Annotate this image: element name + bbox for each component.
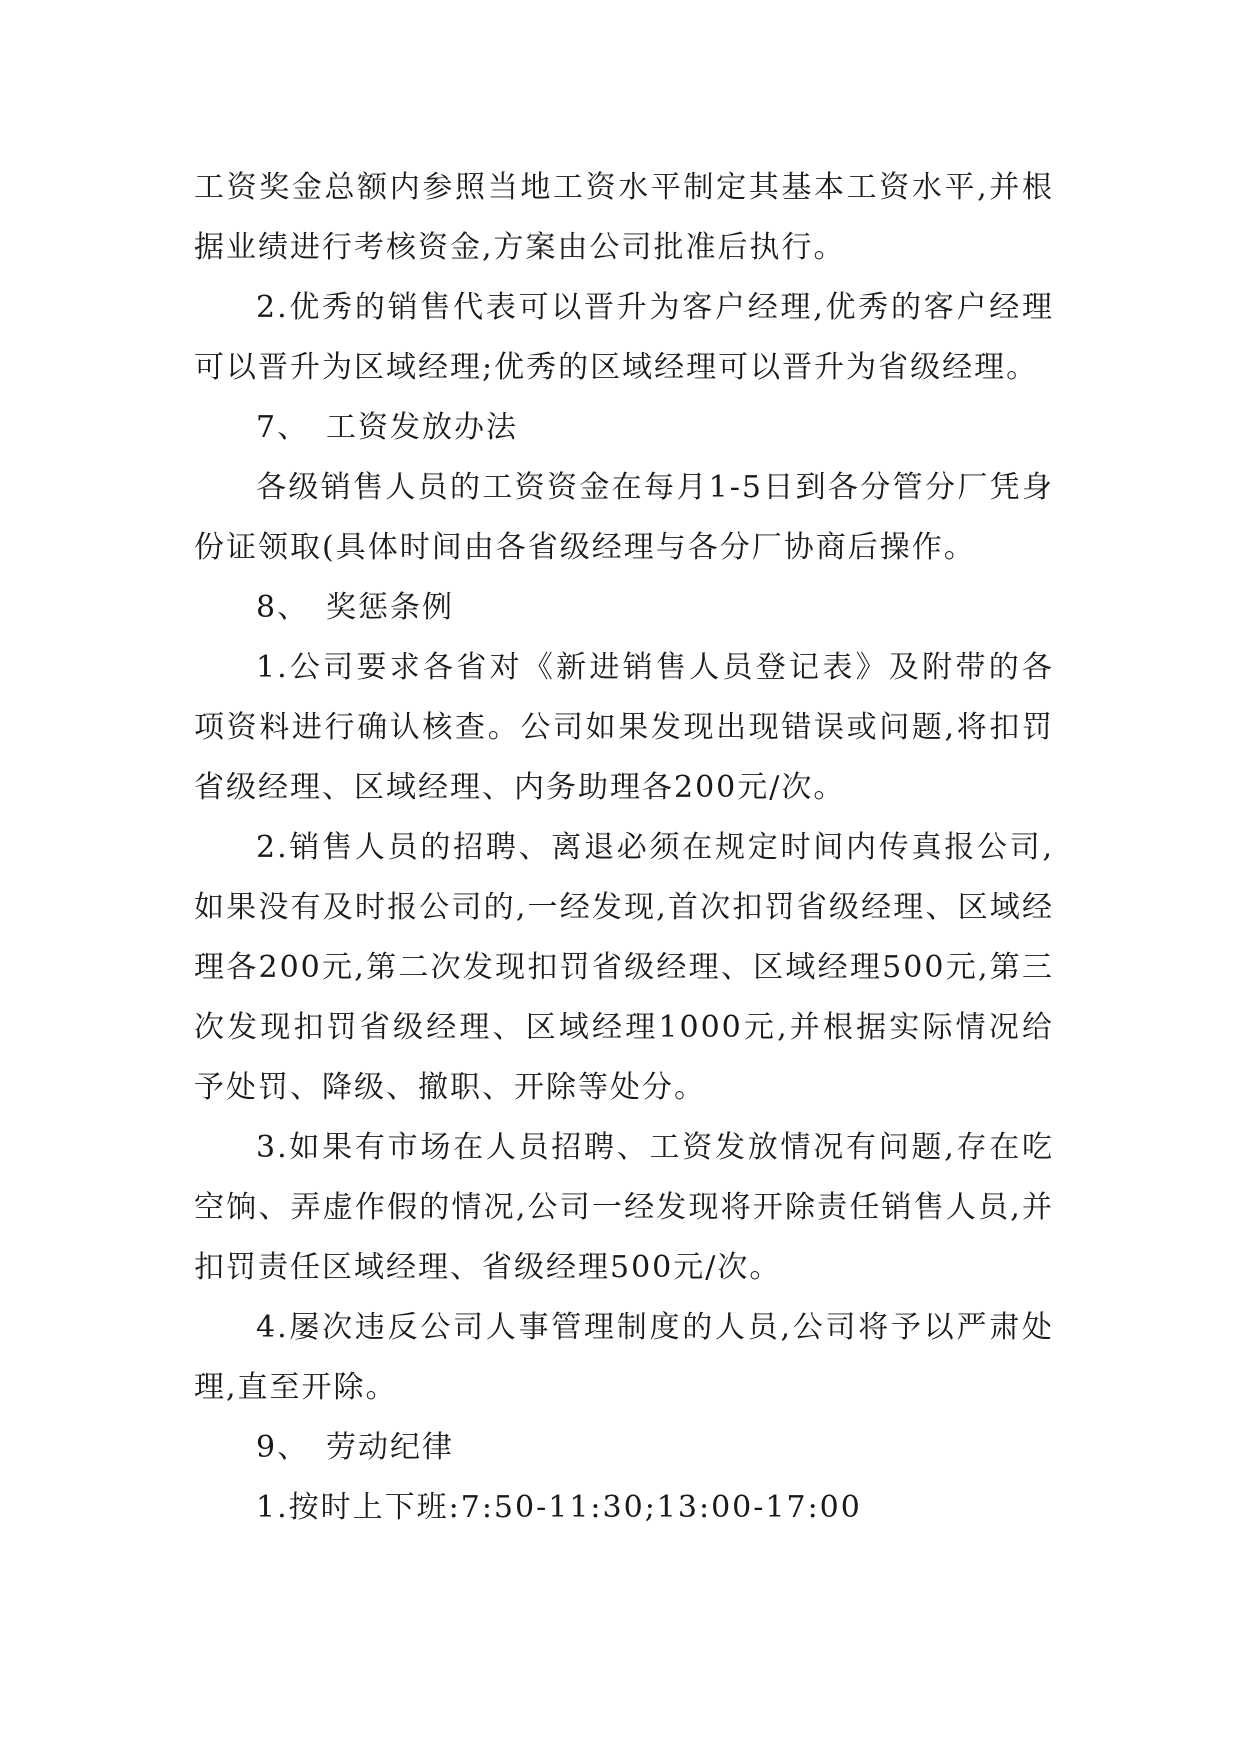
- section-number: 9、: [256, 1430, 310, 1465]
- paragraph-salary-scheme: 工资奖金总额内参照当地工资水平制定其基本工资水平,并根据业绩进行考核资金,方案由公司批准后执行。: [194, 170, 1054, 265]
- section-number: 7、: [256, 410, 310, 445]
- section-title: 劳动纪律: [326, 1430, 454, 1465]
- document-body: [194, 158, 1054, 1538]
- section-title: 奖惩条例: [326, 590, 454, 625]
- paragraph-salary-collection: 各级销售人员的工资资金在每月1-5日到各分管分厂凭身份证领取(具体时间由各省级经理与各分厂协商后操作。: [194, 470, 1054, 565]
- paragraph-working-hours: 1.按时上下班:7:50-11:30;13:00-17:00: [256, 1490, 862, 1525]
- paragraph-registration-check: 1.公司要求各省对《新进销售人员登记表》及附带的各项资料进行确认核查。公司如果发现出现错误或问题,将扣罚省级经理、区域经理、内务助理各200元/次。: [194, 650, 1054, 805]
- paragraph-recruitment-report: 2.销售人员的招聘、离退必须在规定时间内传真报公司,如果没有及时报公司的,一经发现,首次扣罚省级经理、区域经理各200元,第二次发现扣罚省级经理、区域经理500元,第三次发现扣罚省级经理、区域经理1000元,并根据实际情况给予处罚、降级、撤职、开除等处分。: [194, 830, 1054, 1105]
- paragraph-promotion: 2.优秀的销售代表可以晋升为客户经理,优秀的客户经理可以晋升为区域经理;优秀的区域经理可以晋升为省级经理。: [194, 290, 1054, 385]
- section-heading-rewards-penalties: [194, 578, 1054, 638]
- paragraph-repeated-violation: 4.屡次违反公司人事管理制度的人员,公司将予以严肃处理,直至开除。: [194, 1310, 1054, 1405]
- section-heading-labor-discipline: [194, 1418, 1054, 1478]
- section-number: 8、: [256, 590, 310, 625]
- section-title: 工资发放办法: [326, 410, 518, 445]
- section-heading-salary-payment: [194, 398, 1054, 458]
- paragraph-fraud-penalty: 3.如果有市场在人员招聘、工资发放情况有问题,存在吃空饷、弄虚作假的情况,公司一经发现将开除责任销售人员,并扣罚责任区域经理、省级经理500元/次。: [194, 1130, 1054, 1285]
